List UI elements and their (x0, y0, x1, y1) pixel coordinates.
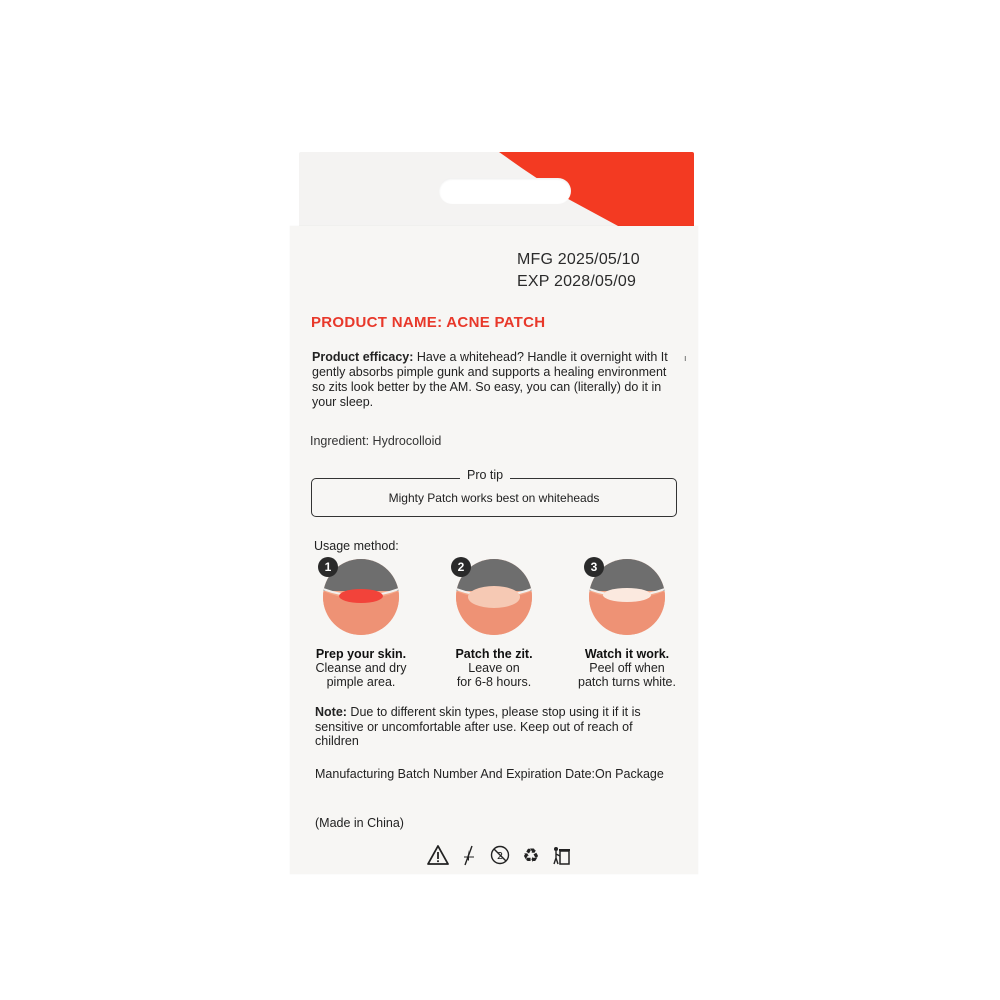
step-1-heading: Prep your skin. (315, 647, 407, 661)
efficacy-label: Product efficacy: (312, 350, 414, 364)
back-panel (290, 226, 698, 874)
usage-step-1 (296, 559, 426, 689)
step-1-number: 1 (318, 557, 338, 577)
single-use-icon (489, 844, 511, 866)
box-top-flap (299, 152, 694, 232)
usage-step-2 (429, 559, 559, 689)
mfg-date: MFG 2025/05/10 (517, 251, 640, 268)
step-1-desc-line2: pimple area. (326, 675, 396, 689)
product-box (290, 150, 698, 875)
protip-text: Mighty Patch works best on whiteheads (388, 491, 600, 505)
batch-info: Manufacturing Batch Number And Expiration Date:On Package (315, 767, 664, 781)
step-3-number: 3 (584, 557, 604, 577)
svg-text:♻: ♻ (522, 845, 540, 866)
step-3-desc-line1: Peel off when (589, 661, 665, 675)
recycle-icon (520, 844, 542, 866)
print-mark: ı (684, 353, 687, 363)
made-in: (Made in China) (315, 816, 404, 830)
ingredient: Ingredient: Hydrocolloid (310, 434, 442, 448)
step-3-heading: Watch it work. (584, 647, 670, 661)
no-needle-icon (458, 844, 480, 866)
svg-text:2: 2 (496, 851, 504, 862)
step-3-illustration (589, 559, 665, 635)
hang-hole (439, 178, 571, 204)
date-block (517, 249, 640, 293)
dispose-bin-icon (551, 844, 573, 866)
step-1-illustration (323, 559, 399, 635)
step-2-illustration (456, 559, 532, 635)
efficacy-text: Have a whitehead? Handle it overnight with It gently absorbs pimple gunk and supports a healing environment so zits look better by the AM. So easy, you can (literally) do it in your sleep. (312, 350, 668, 409)
step-2-number: 2 (451, 557, 471, 577)
exp-date: EXP 2028/05/09 (517, 273, 637, 290)
step-1-desc-line1: Cleanse and dry (315, 661, 407, 675)
protip-box (311, 478, 677, 517)
step-2-desc-line2: for 6-8 hours. (456, 675, 532, 689)
note-label: Note: (315, 705, 347, 719)
product-name: PRODUCT NAME: ACNE PATCH (311, 314, 546, 331)
note (315, 705, 675, 749)
note-text: Due to different skin types, please stop using it if it is sensitive or uncomfortable after use. Keep out of reach of children (315, 705, 641, 748)
step-2-desc-line1: Leave on (468, 661, 520, 675)
step-2-heading: Patch the zit. (455, 647, 533, 661)
warning-icon (427, 844, 449, 866)
product-efficacy (312, 350, 672, 410)
usage-step-3 (562, 559, 692, 689)
usage-label: Usage method: (314, 539, 399, 553)
step-3-desc-line2: patch turns white. (578, 675, 676, 689)
symbol-row (427, 843, 577, 867)
protip-label: Pro tip (460, 468, 510, 482)
